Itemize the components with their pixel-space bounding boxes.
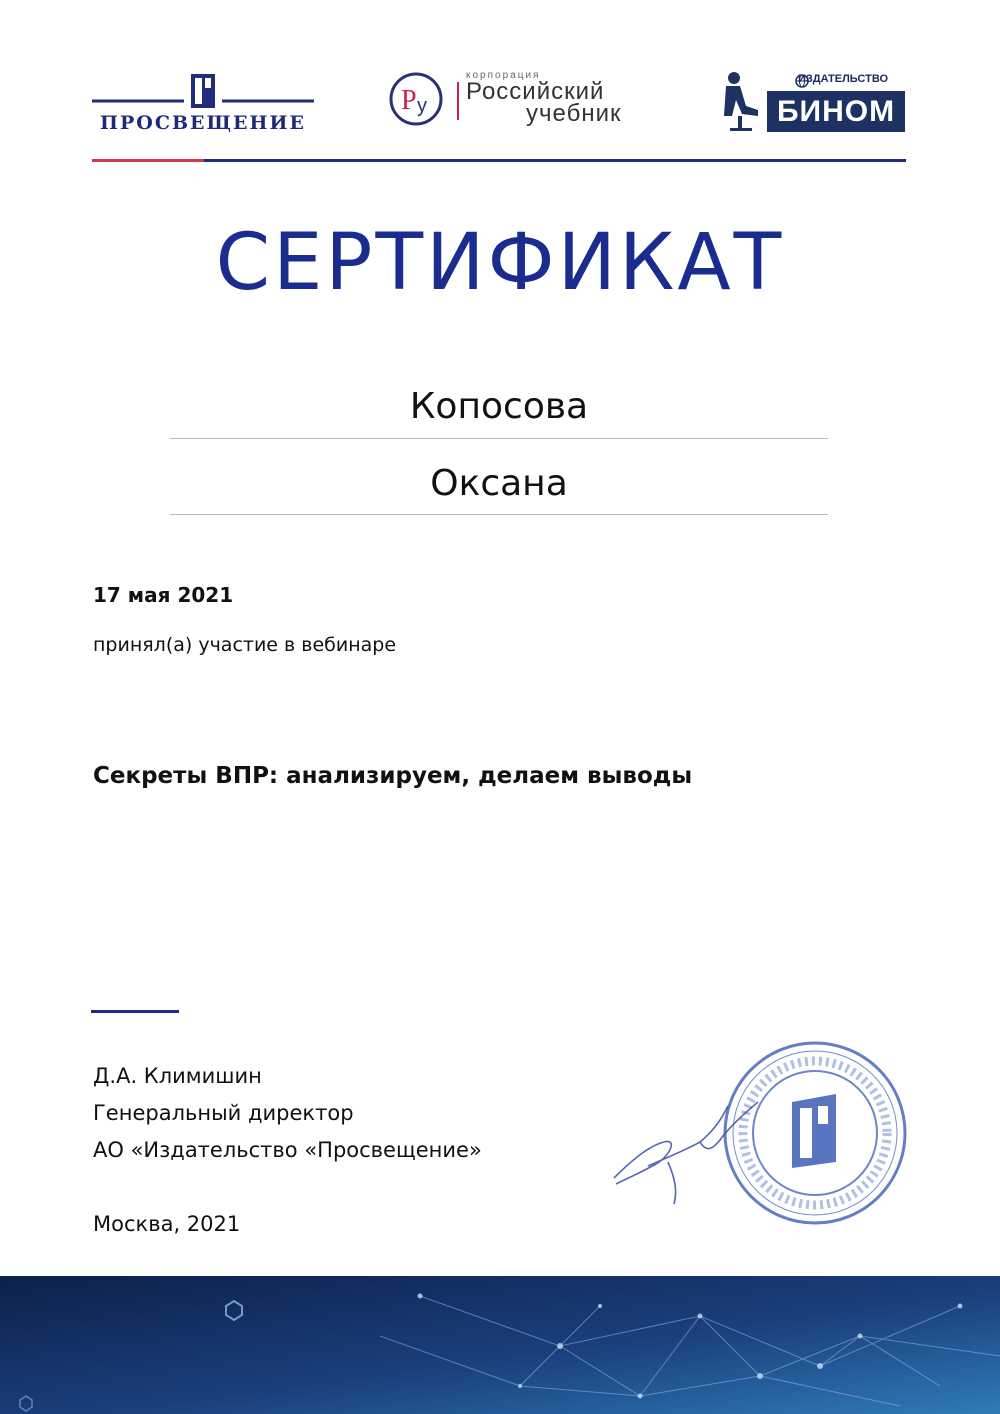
handwritten-signature [608, 1092, 778, 1210]
network-banner [0, 1276, 1000, 1414]
webinar-title: Секреты ВПР: анализируем, делаем выводы [93, 763, 693, 789]
participation-text: принял(а) участие в вебинаре [93, 634, 397, 656]
prosveshchenie-logo-text: ПРОСВЕЩЕНИЕ [100, 112, 306, 134]
recipient-surname: Копосова [409, 386, 589, 427]
city-year: Москва, 2021 [93, 1212, 241, 1236]
russian-textbook-small-caption: корпорация [466, 70, 541, 81]
prosveshchenie-emblem-icon [191, 74, 215, 108]
russian-textbook-line2: учебник [526, 100, 622, 127]
svg-text:y: y [417, 95, 427, 117]
header-divider [92, 159, 906, 162]
first-name-underline [170, 514, 828, 515]
surname-underline [170, 438, 828, 439]
signatory-name: Д.А. Климишин [93, 1064, 262, 1088]
russian-textbook-line1: Российский [466, 78, 605, 105]
seated-figure-icon [724, 72, 758, 131]
event-date: 17 мая 2021 [93, 583, 234, 607]
recipient-first-name: Оксана [430, 463, 568, 504]
binom-wordmark: БИНОМ [767, 91, 905, 132]
certificate-title: СЕРТИФИКАТ [215, 218, 785, 308]
signatory-position: Генеральный директор [93, 1101, 354, 1125]
signatory-organization: АО «Издательство «Просвещение» [93, 1138, 482, 1162]
ru-circle-icon [391, 74, 441, 124]
binom-caption: ИЗДАТЕЛЬСТВО [798, 73, 889, 85]
signature-divider [91, 1010, 179, 1013]
seal-emblem-icon [792, 1094, 836, 1168]
header-divider-accent [92, 159, 204, 162]
svg-text:P: P [401, 85, 417, 116]
